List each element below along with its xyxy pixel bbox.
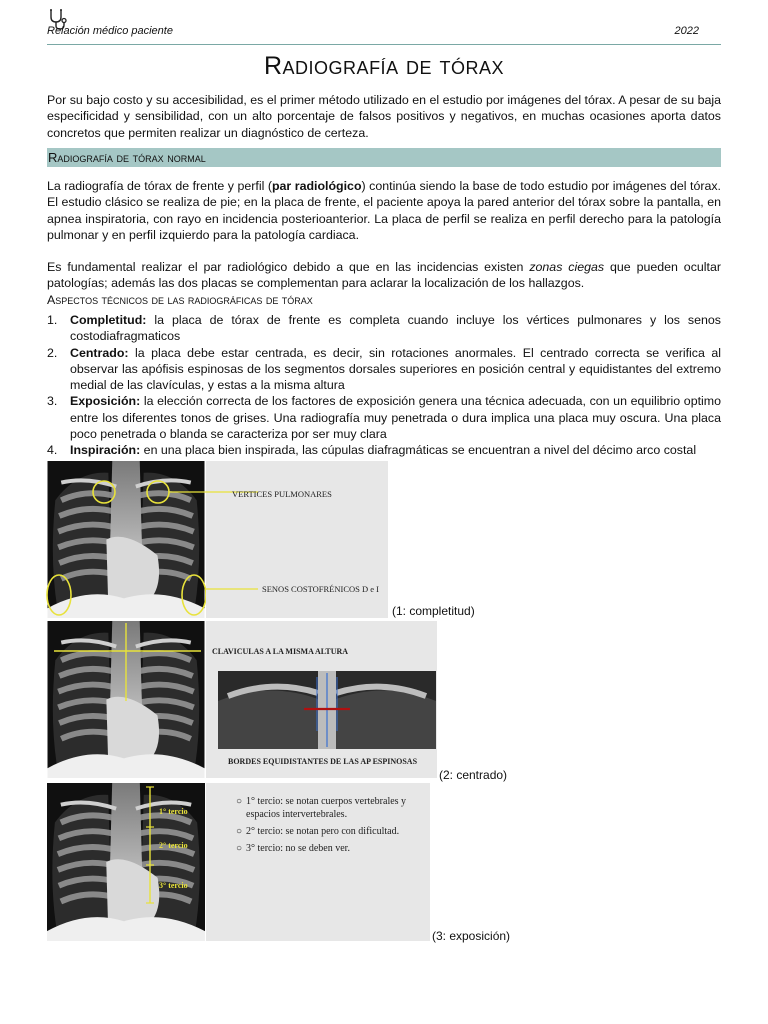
paragraph-par-radiologico xyxy=(47,178,721,243)
bullet-text: 3° tercio: no se deben ver. xyxy=(246,843,350,854)
subheading-aspectos: Aspectos técnicos de las radiográficas de tórax xyxy=(47,293,313,307)
header-course: Relación médico paciente xyxy=(47,25,173,37)
figure-centrado xyxy=(46,621,437,778)
bullet-text: 2° tercio: se notan pero con dificultad. xyxy=(246,826,400,837)
list-number: 1. xyxy=(47,313,58,327)
para2-text-b: que pueden ocultar patologías; además las dos placas se complementan para aclarar la localización de los hallazgos. xyxy=(47,260,721,291)
para1-text-a: La radiografía de tórax de frente y perfil ( xyxy=(47,179,272,193)
list-text: en una placa bien inspirada, las cúpulas diafragmáticas se encuentran a nivel del décimo arco costal xyxy=(140,443,697,458)
list-term: Inspiración: xyxy=(70,443,141,458)
header-year: 2022 xyxy=(674,25,699,37)
section-heading: Radiografía de tórax normal xyxy=(47,148,721,167)
mark-2-tercio: 2° tercio xyxy=(159,841,188,850)
bullet-item: ○ 1° tercio: se notan cuerpos vertebrales y espacios intervertebrales. xyxy=(236,796,407,820)
list-text: la placa debe estar centrada, es decir, sin rotaciones anormales. El centrado correcta se verifica al observar las apófisis espinosas de los segmentos dorsales superiores en posición central y equidistantes del extremo medial de las clavículas, y estas a la misma altura xyxy=(70,345,721,393)
caption-figure-3: (3: exposición) xyxy=(432,929,511,943)
exposure-bullets xyxy=(236,795,428,855)
annotation-lines xyxy=(46,461,388,618)
mark-1-tercio: 1° tercio xyxy=(159,807,188,816)
caption-figure-2: (2: centrado) xyxy=(439,768,508,782)
list-item xyxy=(47,442,721,458)
list-number: 2. xyxy=(47,345,58,360)
list-item xyxy=(47,312,721,345)
caption-figure-1: (1: completitud) xyxy=(392,604,475,618)
intro-paragraph: Por su bajo costo y su accesibilidad, es el primer método utilizado en el estudio por imágenes del tórax. A pesar de su baja especificidad y sensibilidad, con un alto porcentaje de falsos positivos y negativos, en muchas ocasiones aporta datos concretos que permiten realizar un diagnóstico de certeza. xyxy=(47,93,721,140)
bullet-item: ○ 2° tercio: se notan pero con dificultad. xyxy=(236,826,400,837)
list-number: 4. xyxy=(47,443,58,458)
technical-aspects-list xyxy=(47,312,721,459)
page-header xyxy=(47,20,721,45)
list-term: Centrado: xyxy=(70,345,129,360)
list-text: la elección correcta de los factores de exposición genera una técnica adecuada, con un equilibrio optimo entre los diferentes tonos de grises. Una radiografía muy penetrada o dura implica una placa muy oscura. Una placa poco penetrada o blanda se caracteriza por ser muy clara xyxy=(70,394,721,442)
para2-text-a: Es fundamental realizar el par radiológico debido a que en las incidencias existen xyxy=(47,260,530,274)
para2-italic: zonas ciegas xyxy=(529,260,605,274)
label-senos: SENOS COSTOFRÉNICOS D e I xyxy=(262,584,379,594)
list-text: la placa de tórax de frente es completa cuando incluye los vértices pulmonares y los senos costodiafragmaticos xyxy=(70,313,721,344)
list-item xyxy=(47,393,721,442)
bullet-item: ○ 3° tercio: no se deben ver. xyxy=(236,843,350,854)
para1-text-b: ) continúa siendo la base de todo estudio por imágenes del tórax. El estudio clásico se realiza de pie; en la placa de frente, el paciente apoya la pared anterior del tórax sobre la pantalla, en apnea inspiratoria, con rayo en incidencia posterioanterior. La placa de perfil se realiza en perfil derecho para la patología pulmonar y en perfil izquierdo para la patología cardiaca. xyxy=(47,179,721,242)
chest-xray-image xyxy=(46,621,206,778)
list-number: 3. xyxy=(47,394,58,409)
figure-completitud xyxy=(46,461,388,618)
list-term: Completitud: xyxy=(70,313,147,327)
bullet-text: 1° tercio: se notan cuerpos vertebrales y espacios intervertebrales. xyxy=(246,796,407,820)
clavicle-detail-image xyxy=(218,671,436,749)
label-clavicles: CLAVICULAS A LA MISMA ALTURA xyxy=(212,647,349,656)
page-title: Radiografía de tórax xyxy=(264,52,504,80)
list-term: Exposición: xyxy=(70,394,141,409)
figure-exposicion xyxy=(46,783,430,941)
label-vertices: VERTICES PULMONARES xyxy=(232,489,332,499)
paragraph-zonas-ciegas xyxy=(47,259,721,292)
mark-3-tercio: 3° tercio xyxy=(159,881,188,890)
para1-bold: par radiológico xyxy=(271,179,362,193)
list-item xyxy=(47,345,721,394)
label-bordes: BORDES EQUIDISTANTES DE LAS AP ESPINOSAS xyxy=(228,757,418,766)
